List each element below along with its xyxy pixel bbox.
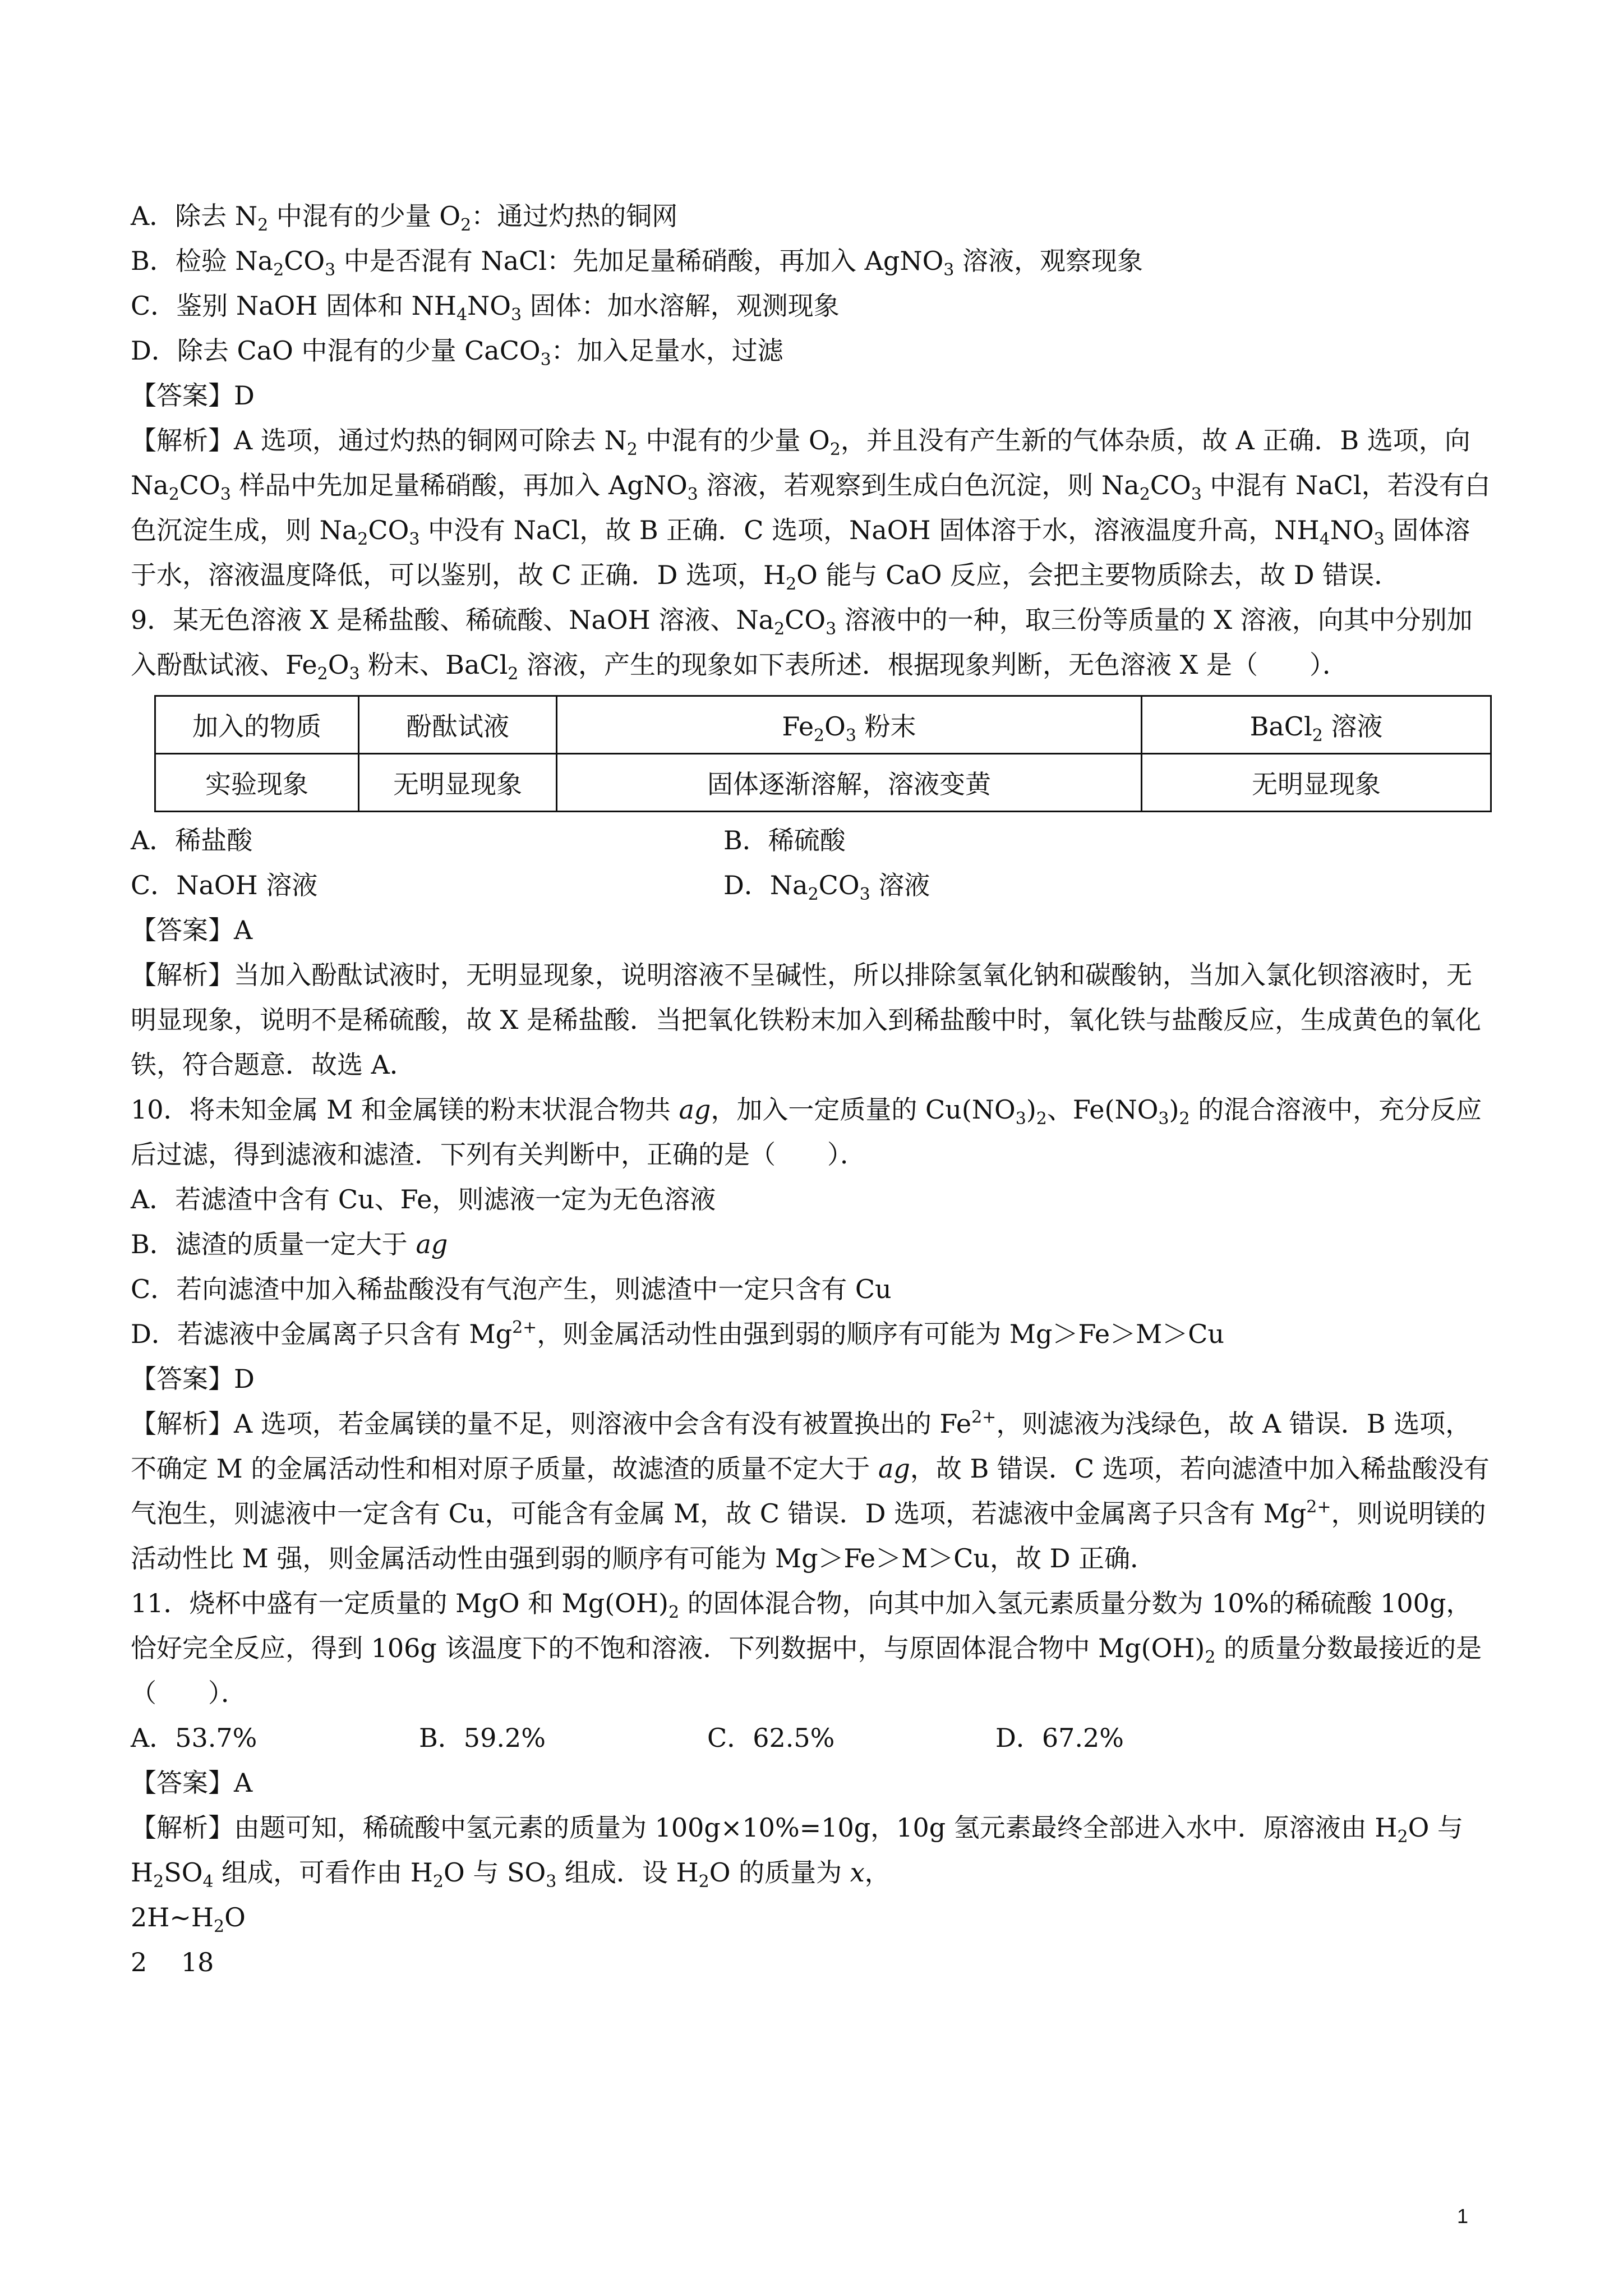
q9-options-row-1 [131, 818, 1493, 863]
q11-calc-line-1: $2H\sim H_2O$ [131, 1902, 246, 1936]
q9-explanation: 【解析】当加入酚酞试液时，无明显现象，说明溶液不呈碱性，所以排除氢氧化钠和碳酸钠，当加入氯化钡溶液时，无明显现象，说明不是稀硫酸，故 X 是稀盐酸．当把氧化铁粉末加入到稀盐酸中时，氧化铁与盐酸反应，生成黄色的氧化铁，符合题意．故选 A． [131, 960, 1481, 1080]
q10-option-b: B．滤渣的质量一定大于 ag [131, 1229, 448, 1259]
q9-option-b: B．稀硫酸 [723, 825, 846, 855]
q9-options-row-2 [131, 863, 1493, 908]
q11-options-row [131, 1715, 1493, 1760]
q11-answer: 【答案】A [131, 1768, 253, 1798]
q8-option-a: A．除去 $N_2$ 中混有的少量 $O_2$：通过灼热的铜网 [131, 201, 678, 235]
page-number: 1 [1457, 2205, 1469, 2228]
table-cell: $Fe_2O_3$ 粉末 [557, 696, 1142, 754]
q11-option-d: D．67.2% [995, 1723, 1124, 1753]
q11-option-c: C．62.5% [707, 1723, 835, 1753]
q11-stem: 11．烧杯中盛有一定质量的 MgO 和 $Mg(OH)_2$ 的固体混合物，向其中加入氢元素质量分数为 10%的稀硫酸 100g，恰好完全反应，得到 106g 该温度下的不饱和溶液．下列数据中，与原固体混合物中 $Mg(OH)_2$ 的质量分数最接近的是（ ）． [131, 1588, 1482, 1708]
q10-answer: 【答案】D [131, 1364, 255, 1394]
q11-calc-line-2: 2 18 [131, 1947, 214, 1977]
q8-option-c: C．鉴别 NaOH 固体和 $NH_4NO_3$ 固体：加水溶解，观测现象 [131, 291, 840, 325]
q9-option-a: A．稀盐酸 [131, 825, 253, 855]
q11-option-a: A．53.7% [131, 1723, 257, 1753]
table-cell: BaCl$_2$ 溶液 [1142, 696, 1491, 754]
q9-option-c: C．NaOH 溶液 [131, 870, 318, 900]
q8-option-d: D．除去 CaO 中混有的少量 CaCO$_3$：加入足量水，过滤 [131, 335, 783, 370]
q10-option-c: C．若向滤渣中加入稀盐酸没有气泡产生，则滤渣中一定只含有 Cu [131, 1274, 892, 1304]
table-cell: 无明显现象 [359, 754, 557, 812]
table-cell: 加入的物质 [155, 696, 359, 754]
q8-answer: 【答案】D [131, 380, 255, 411]
table-cell: 固体逐渐溶解，溶液变黄 [557, 754, 1142, 812]
document-body [131, 194, 1493, 1985]
q10-option-a: A．若滤渣中含有 Cu、Fe，则滤液一定为无色溶液 [131, 1184, 716, 1214]
q8-explanation: 【解析】A 选项，通过灼热的铜网可除去 $N_2$ 中混有的少量 $O_2$，并且没有产生新的气体杂质，故 A 正确．B 选项，向 $Na_2CO_3$ 样品中先加足量稀硝酸，再加入 AgNO$_3$ 溶液，若观察到生成白色沉淀，则 $Na_2CO_3$ 中混有 NaCl，若没有白色沉淀生成，则 $Na_2CO_3$ 中没有 NaCl，故 B 正确．C 选项，NaOH 固体溶于水，溶液温度升高，$NH_4NO_3$ 固体溶于水，溶液温度降低，可以鉴别，故 C 正确．D 选项，$H_2O$ 能与 CaO 反应，会把主要物质除去，故 D 错误． [131, 425, 1491, 594]
q8-option-b: B．检验 $Na_2CO_3$ 中是否混有 NaCl：先加足量稀硝酸，再加入 AgNO$_3$ 溶液，观察现象 [131, 246, 1144, 280]
q11-option-b: B．59.2% [419, 1723, 546, 1753]
q9-option-d: D．$Na_2CO_3$ 溶液 [723, 870, 930, 904]
q9-answer: 【答案】A [131, 915, 253, 945]
q10-explanation: 【解析】A 选项，若金属镁的量不足，则溶液中会含有没有被置换出的 $Fe^{2+}$，则滤液为浅绿色，故 A 错误．B 选项，不确定 M 的金属活动性和相对原子质量，故滤渣的质量不定大于 ag，故 B 错误．C 选项，若向滤渣中加入稀盐酸没有气泡生，则滤液中一定含有 Cu，可能含有金属 M，故 C 错误．D 选项，若滤液中金属离子只含有 $Mg^{2+}$，则说明镁的活动性比 M 强，则金属活动性由强到弱的顺序有可能为 Mg＞Fe＞M＞Cu，故 D 正确． [131, 1407, 1490, 1573]
table-cell: 酚酞试液 [359, 696, 557, 754]
q9-observation-table [154, 695, 1492, 812]
table-row [155, 696, 1491, 754]
q10-option-d: D．若滤液中金属离子只含有 $Mg^{2+}$，则金属活动性由强到弱的顺序有可能为 Mg＞Fe＞M＞Cu [131, 1318, 1225, 1349]
q9-stem: 9．某无色溶液 X 是稀盐酸、稀硫酸、NaOH 溶液、$Na_2CO_3$ 溶液中的一种，取三份等质量的 X 溶液，向其中分别加入酚酞试液、$Fe_2O_3$ 粉末、BaCl$_2$ 溶液，产生的现象如下表所述．根据现象判断，无色溶液 X 是（ ）． [131, 605, 1473, 684]
table-row [155, 754, 1491, 812]
q11-explanation: 【解析】由题可知，稀硫酸中氢元素的质量为 100g×10%=10g，10g 氢元素最终全部进入水中．原溶液由 $H_2O$ 与 $H_2SO_4$ 组成，可看作由 $H_2O$ 与 $SO_3$ 组成．设 $H_2O$ 的质量为 x， [131, 1812, 1463, 1892]
table-cell: 无明显现象 [1142, 754, 1491, 812]
q10-stem: 10．将未知金属 M 和金属镁的粉末状混合物共 ag，加入一定质量的 $Cu(NO_3)_2$、$Fe(NO_3)_2$ 的混合溶液中，充分反应后过滤，得到滤液和滤渣．下列有关判断中，正确的是（ ）． [131, 1094, 1482, 1170]
table-cell: 实验现象 [155, 754, 359, 812]
